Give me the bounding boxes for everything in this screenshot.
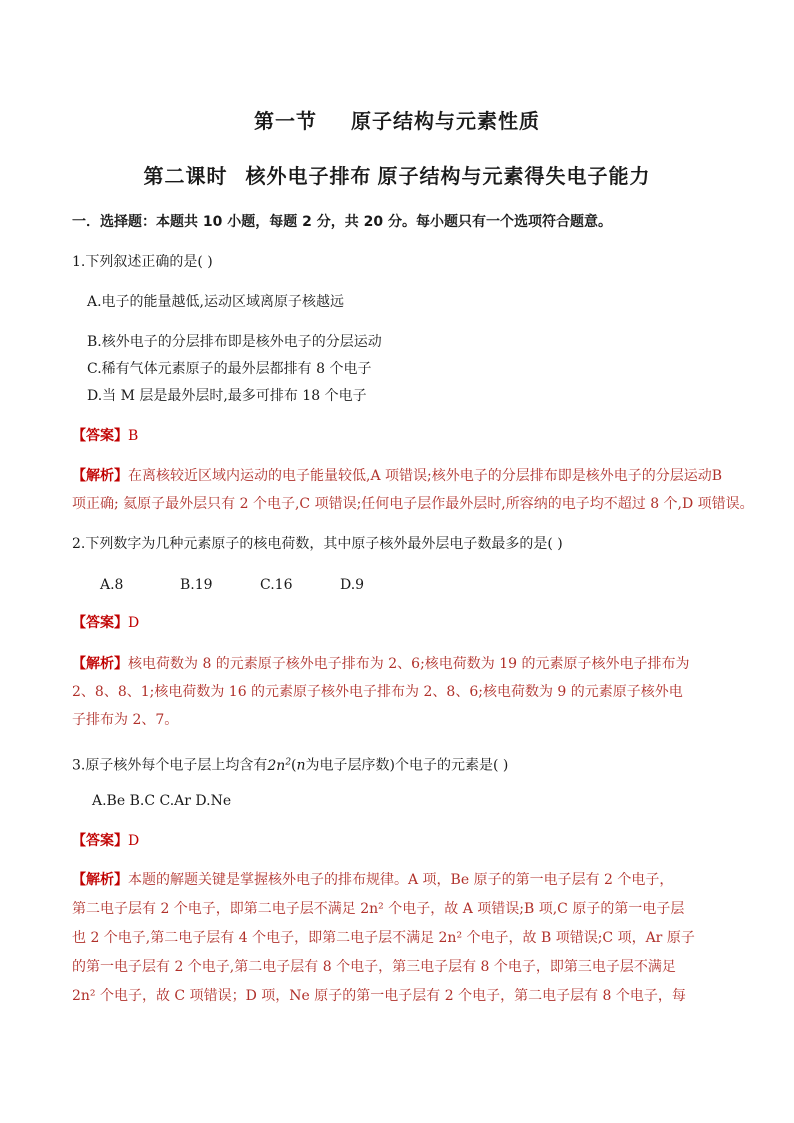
q2-answer bbox=[72, 613, 139, 633]
q2-option-c: C.16 bbox=[260, 577, 293, 593]
q1-answer bbox=[72, 426, 138, 446]
q1-analysis-text-1: 在离核较近区域内运动的电子能量较低,A 项错误;核外电子的分层排布即是核外电子的分层运动B bbox=[128, 468, 723, 484]
section-name: 原子结构与元素性质 bbox=[351, 109, 540, 133]
q2-analysis-line-3: 子排布为 2、7。 bbox=[72, 712, 179, 728]
q1-option-d: D.当 M 层是最外层时,最多可排布 18 个电子 bbox=[87, 388, 367, 404]
q2-option-d: D.9 bbox=[340, 577, 365, 593]
q3-analysis-line-3: 也 2 个电子,第二电子层有 4 个电子，即第二电子层不满足 2n² 个电子，故 B 项错误;C 项，Ar 原子 bbox=[72, 930, 695, 946]
q3-stem-variable: n bbox=[296, 757, 306, 774]
lesson-topic-1: 核外电子排布 bbox=[245, 164, 372, 188]
section-number: 第一节 bbox=[254, 109, 317, 133]
q3-answer bbox=[72, 831, 139, 851]
q3-answer-value: D bbox=[128, 833, 140, 849]
q2-stem: 2.下列数字为几种元素原子的核电荷数，其中原子核外最外层电子数最多的是( ) bbox=[72, 536, 563, 552]
q3-analysis-line-5: 2n² 个电子，故 C 项错误；D 项，Ne 原子的第一电子层有 2 个电子，第二电子层有 8 个电子，每 bbox=[72, 988, 686, 1004]
q3-stem-suffix: 为电子层序数)个电子的元素是( ) bbox=[305, 757, 509, 774]
q1-option-c: C.稀有气体元素原子的最外层都排有 8 个电子 bbox=[87, 361, 372, 377]
q3-analysis-line-4: 的第一电子层有 2 个电子,第二电子层有 8 个电子，第三电子层有 8 个电子，即第三电子层不满足 bbox=[72, 959, 676, 975]
q1-analysis-line-2: 项正确; 氦原子最外层只有 2 个电子,C 项错误;任何电子层作最外层时,所容纳的电子均不超过 8 个,D 项错误。 bbox=[72, 496, 754, 512]
q3-stem-paren: ( bbox=[291, 757, 297, 774]
q3-formula bbox=[267, 758, 291, 774]
q2-options bbox=[100, 575, 420, 595]
q2-option-a: A.8 bbox=[100, 577, 124, 593]
formula-variable: n bbox=[276, 757, 286, 774]
q1-analysis-line-1 bbox=[72, 466, 722, 486]
answer-tag: 【答案】 bbox=[72, 428, 128, 444]
formula-exponent: 2 bbox=[285, 757, 292, 767]
q1-answer-value: B bbox=[128, 428, 139, 444]
q1-stem: 1.下列叙述正确的是( ) bbox=[72, 254, 213, 270]
lesson-number: 第二课时 bbox=[143, 164, 228, 188]
analysis-tag: 【解析】 bbox=[72, 872, 128, 888]
q3-analysis-line-2: 第二电子层有 2 个电子，即第二电子层不满足 2n² 个电子，故 A 项错误;B 项,C 原子的第一电子层 bbox=[72, 901, 685, 917]
q1-option-a: A.电子的能量越低,运动区域离原子核越远 bbox=[87, 294, 345, 310]
formula-coefficient: 2 bbox=[267, 757, 277, 774]
q3-options: A.Be B.C C.Ar D.Ne bbox=[92, 793, 232, 809]
section-instructions: 一．选择题：本题共 10 小题，每题 2 分，共 20 分。每小题只有一个选项符合题意。 bbox=[72, 214, 612, 230]
answer-tag: 【答案】 bbox=[72, 615, 128, 631]
q2-analysis-line-2: 2、8、8、1;核电荷数为 16 的元素原子核外电子排布为 2、8、6;核电荷数为 9 的元素原子核外电 bbox=[72, 684, 683, 700]
section-title bbox=[0, 105, 794, 134]
analysis-tag: 【解析】 bbox=[72, 656, 128, 672]
q3-stem bbox=[72, 752, 508, 776]
lesson-topic-2: 原子结构与元素得失电子能力 bbox=[377, 164, 651, 188]
q2-analysis-line-1 bbox=[72, 654, 690, 674]
q3-analysis-line-1 bbox=[72, 870, 673, 890]
q3-stem-prefix: 3.原子核外每个电子层上均含有 bbox=[72, 757, 268, 774]
q3-analysis-text-1: 本题的解题关键是掌握核外电子的排布规律。A 项，Be 原子的第一电子层有 2 个电子， bbox=[128, 872, 674, 888]
q2-option-b: B.19 bbox=[180, 577, 213, 593]
q2-analysis-text-1: 核电荷数为 8 的元素原子核外电子排布为 2、6;核电荷数为 19 的元素原子核外电子排布为 bbox=[128, 656, 690, 672]
answer-tag: 【答案】 bbox=[72, 833, 128, 849]
lesson-title bbox=[0, 160, 794, 189]
q2-answer-value: D bbox=[128, 615, 140, 631]
q1-option-b: B.核外电子的分层排布即是核外电子的分层运动 bbox=[87, 334, 382, 350]
analysis-tag: 【解析】 bbox=[72, 468, 128, 484]
